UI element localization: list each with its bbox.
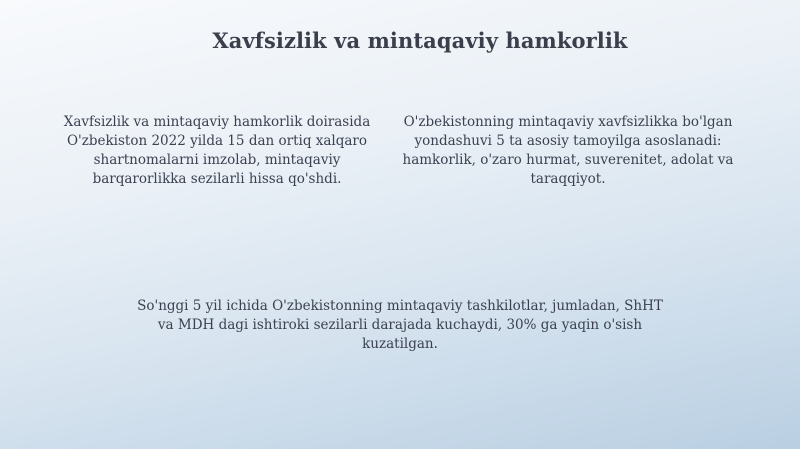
left-text-block: Xavfsizlik va mintaqaviy hamkorlik doirasida O'zbekiston 2022 yilda 15 dan ortiq xalqaro shartnomalarni imzolab, mintaqaviy barqarorlikka sezilarli hissa qo'shdi. [63,114,371,187]
right-text-block: O'zbekistonning mintaqaviy xavfsizlikka bo'lgan yondashuvi 5 ta asosiy tamoyilga asoslanadi: hamkorlik, o'zaro hurmat, suverenitet, adolat va taraqqiyot. [402,114,734,187]
bottom-text-block: So'nggi 5 yil ichida O'zbekistonning mintaqaviy tashkilotlar, jumladan, ShHT va MDH dagi ishtiroki sezilarli darajada kuchaydi, 30% ga yaqin o'sish kuzatilgan. [137,298,663,352]
slide-title: Xavfsizlik va mintaqaviy hamkorlik [212,28,628,53]
